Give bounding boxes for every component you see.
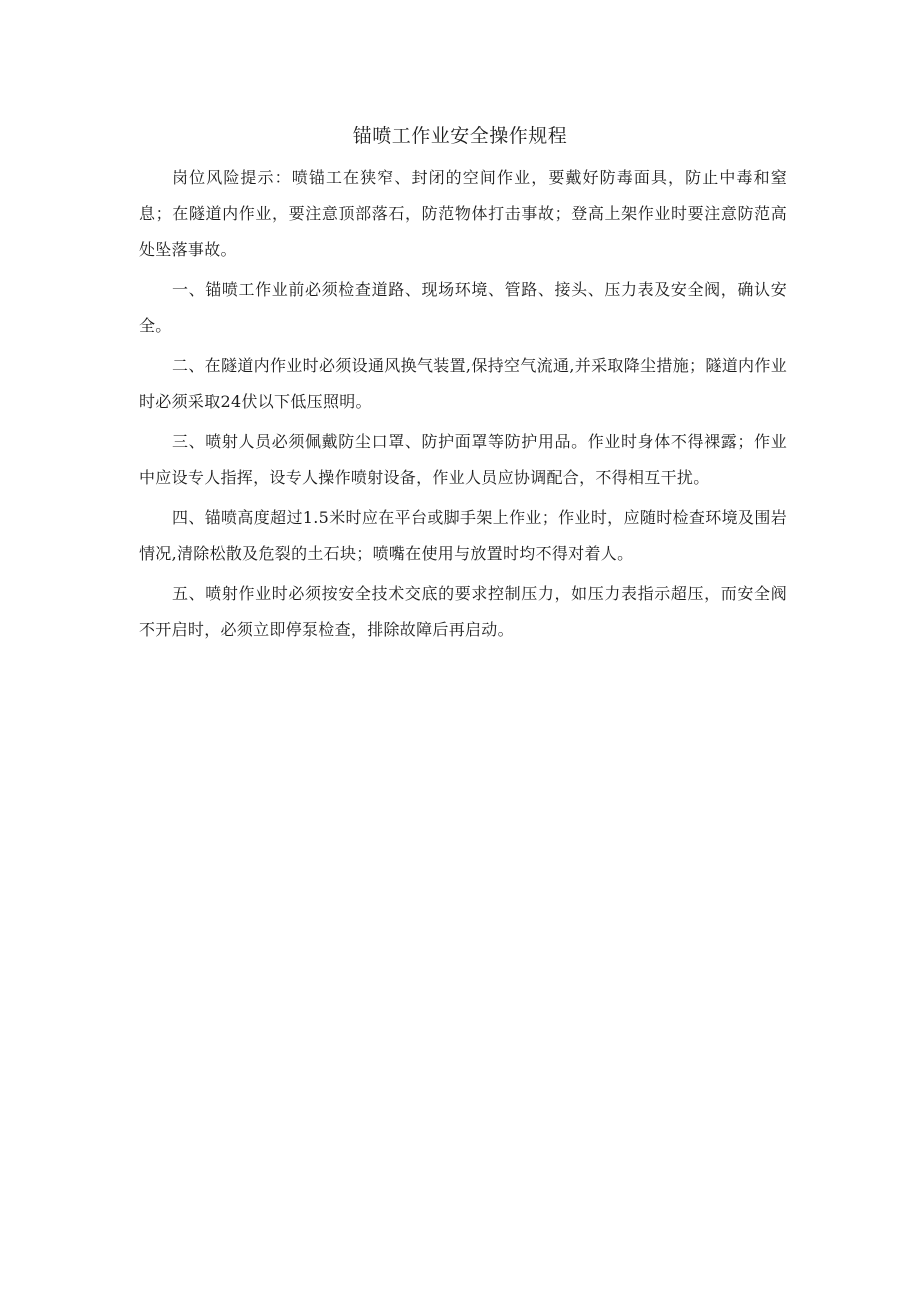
document-body (139, 160, 787, 652)
rule-paragraph-2: 二、在隧道内作业时必须设通风换气装置,保持空气流通,并采取降尘措施；隧道内作业时必须采取24伏以下低压照明。 (139, 356, 787, 411)
rule-paragraph-1: 一、锚喷工作业前必须检查道路、现场环境、管路、接头、压力表及安全阀，确认安全。 (139, 280, 787, 335)
rule-paragraph-5: 五、喷射作业时必须按安全技术交底的要求控制压力，如压力表指示超压，而安全阀不开启时，必须立即停泵检查，排除故障后再启动。 (139, 584, 787, 639)
rule-paragraph-3: 三、喷射人员必须佩戴防尘口罩、防护面罩等防护用品。作业时身体不得裸露；作业中应设专人指挥，设专人操作喷射设备，作业人员应协调配合，不得相互干扰。 (139, 432, 787, 487)
rule-paragraph-4: 四、锚喷高度超过1.5米时应在平台或脚手架上作业；作业时，应随时检查环境及围岩情况,清除松散及危裂的土石块；喷嘴在使用与放置时均不得对着人。 (139, 508, 787, 563)
risk-warning-paragraph: 岗位风险提示：喷锚工在狭窄、封闭的空间作业，要戴好防毒面具，防止中毒和窒息；在隧道内作业，要注意顶部落石，防范物体打击事故；登高上架作业时要注意防范高处坠落事故。 (139, 168, 787, 259)
document-title: 锚喷工作业安全操作规程 (352, 125, 568, 147)
